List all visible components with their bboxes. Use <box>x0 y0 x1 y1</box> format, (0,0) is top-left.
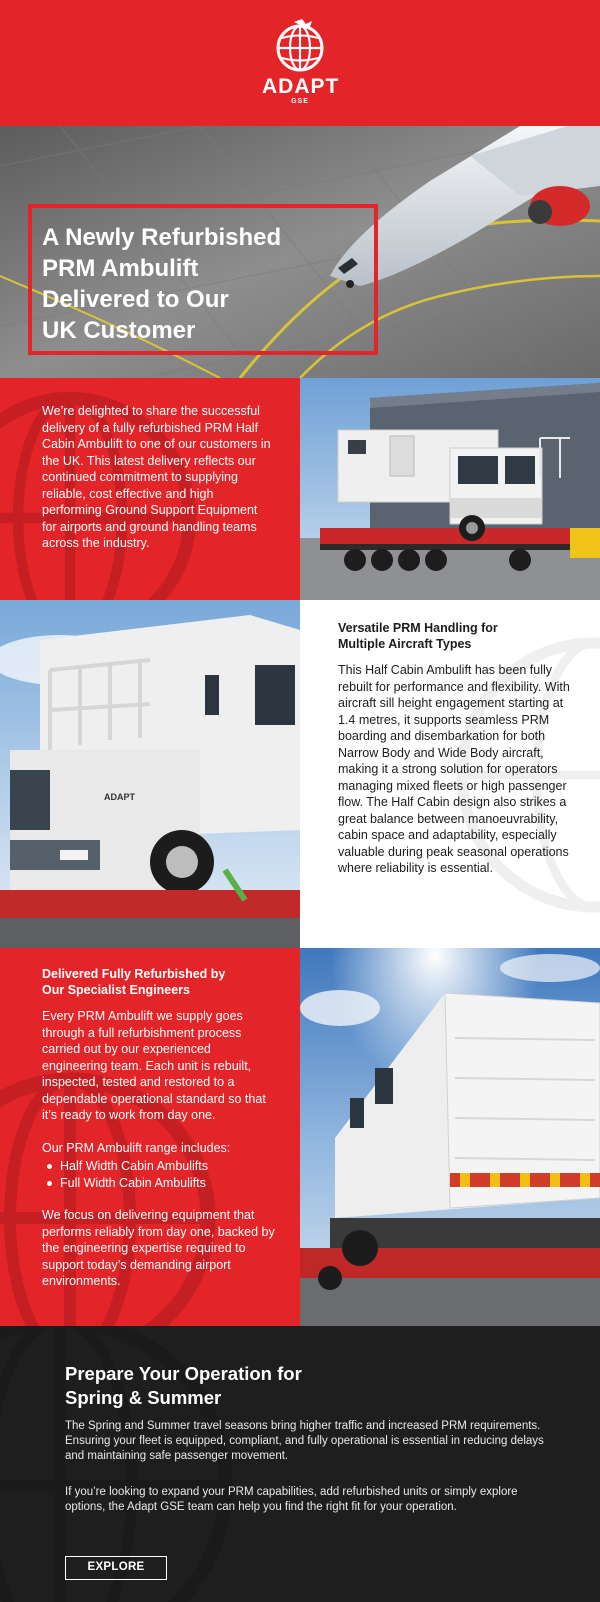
vehicle-badge: ADAPT <box>104 792 135 802</box>
refurbished-text-2: We focus on delivering equipment that performs reliably from day one, backed by the engineering expertise required to support today’s demanding airport environments. <box>42 1208 275 1288</box>
footer-cta <box>0 1326 600 1602</box>
intro-panel <box>0 378 300 600</box>
brand-name: ADAPT <box>262 75 340 98</box>
ambulift-rear-view-photo <box>300 948 600 1326</box>
hero-title-line: Delivered to Our <box>42 286 229 313</box>
globe-plane-icon <box>272 18 328 74</box>
versatile-panel <box>300 600 600 948</box>
hero-title-line: A Newly Refurbished <box>42 224 282 251</box>
heading-line: Our Specialist Engineers <box>42 983 190 997</box>
section-delivery-intro <box>0 378 600 600</box>
hero-title-line: UK Customer <box>42 317 196 344</box>
ambulift-on-trailer-photo <box>300 378 600 600</box>
hero-title-line: PRM Ambulift <box>42 255 199 282</box>
refurbished-panel <box>0 948 300 1326</box>
list-item: Full Width Cabin Ambulifts <box>42 1175 278 1192</box>
hero-banner <box>0 126 600 378</box>
adapt-gse-logo[interactable] <box>262 18 338 118</box>
footer-paragraph: If you’re looking to expand your PRM capabilities, add refurbished units or simply explore options, the Adapt GSE team can help you find the right fit for your operation. <box>65 1486 518 1513</box>
brand-sub: GSE <box>291 98 309 105</box>
explore-button[interactable]: EXPLORE <box>65 1556 167 1580</box>
intro-text: We’re delighted to share the successful delivery of a fully refurbished PRM Half Cabin Ambulift to one of our customers in the UK. This latest delivery reflects our continued commitment to supplying reliable, cost effective and high performing Ground Support Equipment for airports and ground handling teams across the industry. <box>42 404 271 550</box>
versatile-heading <box>338 620 578 652</box>
refurbished-text-1: Every PRM Ambulift we supply goes through a full refurbishment process carried out by our experienced engineering team. Each unit is rebuilt, inspected, tested and restored to a dependable operational standard so that it’s ready to work from day one. <box>42 1009 266 1122</box>
footer-title <box>65 1362 425 1410</box>
footer-title-line: Spring & Summer <box>65 1387 222 1408</box>
versatile-text: This Half Cabin Ambulift has been fully rebuilt for performance and flexibility. With aircraft sill height engagement starting at 1.4 metres, it supports seamless PRM boarding and disembarkation for both Narrow Body and Wide Body aircraft, making it a strong solution for operators managing mixed fleets or high passenger flow. The Half Cabin design also strikes a great balance between manoeuvrability, cabin space and adaptability, especially valuable during peak seasonal operations where reliability is essential. <box>338 663 570 875</box>
footer-title-line: Prepare Your Operation for <box>65 1363 302 1384</box>
email-header <box>0 0 600 126</box>
refurbished-heading <box>42 966 278 998</box>
range-list <box>42 1158 278 1191</box>
heading-line: Delivered Fully Refurbished by <box>42 967 226 981</box>
heading-line: Multiple Aircraft Types <box>338 637 472 651</box>
heading-line: Versatile PRM Handling for <box>338 621 498 635</box>
footer-paragraph: The Spring and Summer travel seasons bring higher traffic and increased PRM requirements. Ensuring your fleet is equipped, compliant, and fully operational is essential in reducing delays and maintaining safe passenger movement. <box>65 1420 544 1462</box>
section-refurbished <box>0 948 600 1326</box>
list-item: Half Width Cabin Ambulifts <box>42 1158 278 1175</box>
section-versatile-handling <box>0 600 600 948</box>
hero-title <box>42 222 342 346</box>
range-intro: Our PRM Ambulift range includes: <box>42 1140 231 1155</box>
ambulift-cabin-front-photo <box>0 600 300 948</box>
